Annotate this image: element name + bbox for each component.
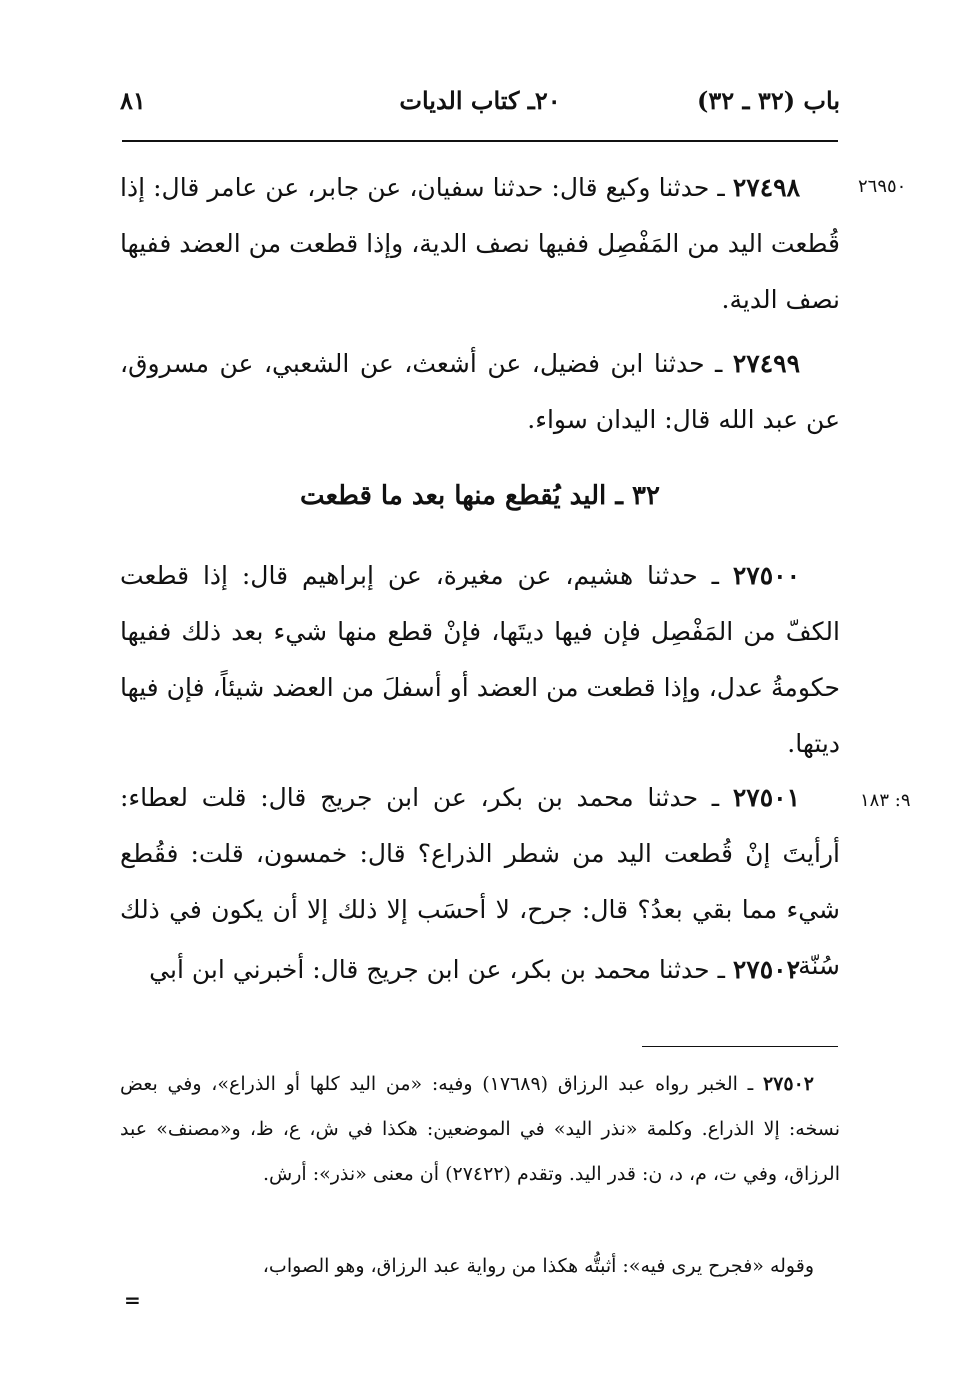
hadith-number: ٢٧٤٩٨ bbox=[732, 173, 800, 202]
hadith-paragraph bbox=[120, 942, 840, 998]
hadith-text: ـ حدثنا هشيم، عن مغيرة، عن إبراهيم قال: إذا قطعت الكفّ من المَفْصِل فإن فيها ديتَها، فإنْ قطع منها شيء بعد ذلك ففيها حكومةُ عدل، وإذا قطعت من العضد أو أسفلَ من العضد شيئاً، فإن فيها ديتها. bbox=[120, 561, 840, 758]
hadith-text: ـ حدثنا محمد بن بكر، عن ابن جريج قال: أخبرني ابن أبي bbox=[149, 955, 733, 984]
hadith-number: ٢٧٥٠٢ bbox=[732, 955, 800, 984]
footnote-divider bbox=[642, 1046, 838, 1047]
chapter-title: باب (٣٢ ـ ٣٢) bbox=[697, 86, 840, 115]
footnote-text: ـ الخبر رواه عبد الرزاق (١٧٦٨٩) وفيه: «من اليد كلها أو الذراع»، وفي بعض نسخه: إلا الذراع. وكلمة «نذر اليد» في الموضعين: هكذا في ش، ع، ظ، و«مصنف» عبد الرزاق، وفي ت، م، د، ن: قدر اليد. وتقدم (٢٧٤٢٢) أن معنى «نذر»: أرش. bbox=[120, 1073, 840, 1185]
hadith-paragraph bbox=[120, 160, 840, 328]
margin-reference-2: ٩: ١٨٣ bbox=[860, 790, 911, 811]
book-title: ٢٠ـ كتاب الديات bbox=[399, 86, 561, 115]
page-number: ٨١ bbox=[120, 86, 146, 115]
hadith-text: ـ حدثنا وكيع قال: حدثنا سفيان، عن جابر، عن عامر قال: إذا قُطعت اليد من المَفْصِل ففيها نصف الدية، وإذا قطعت من العضد ففيها نصف الدية. bbox=[120, 173, 840, 314]
continuation-mark: = bbox=[124, 1288, 141, 1312]
footnote-number: ٢٧٥٠٢ bbox=[762, 1073, 814, 1095]
section-heading: ٣٢ ـ اليد يُقطع منها بعد ما قطعت bbox=[300, 481, 660, 511]
hadith-number: ٢٧٥٠٠ bbox=[732, 561, 800, 590]
hadith-paragraph bbox=[120, 336, 840, 448]
hadith-text: ـ حدثنا محمد بن بكر، عن ابن جريج قال: قلت لعطاء: أرأيتَ إنْ قُطعت اليد من شطر الذراع؟ قال: خمسون، قلت: فقُطع شيء مما بقي بعدُ؟ قال: جرح، لا أحسَب إلا ذلك إلا أن يكون في ذلك سُنّة. bbox=[120, 783, 840, 980]
hadith-text: ـ حدثنا ابن فضيل، عن أشعث، عن الشعبي، عن مسروق، عن عبد الله قال: اليدان سواء. bbox=[120, 349, 840, 434]
header-divider bbox=[122, 140, 838, 142]
page-header bbox=[120, 86, 840, 126]
footnote-text: وقوله «فجرح يرى فيه»: أثبتُّه هكذا من رواية عبد الرزاق، وهو الصواب، bbox=[262, 1255, 814, 1277]
footnote bbox=[120, 1244, 840, 1289]
hadith-number: ٢٧٥٠١ bbox=[732, 783, 800, 812]
hadith-paragraph bbox=[120, 548, 840, 772]
margin-reference-1: ٢٦٩٥٠ bbox=[858, 176, 907, 197]
hadith-number: ٢٧٤٩٩ bbox=[732, 349, 800, 378]
footnote bbox=[120, 1062, 840, 1197]
